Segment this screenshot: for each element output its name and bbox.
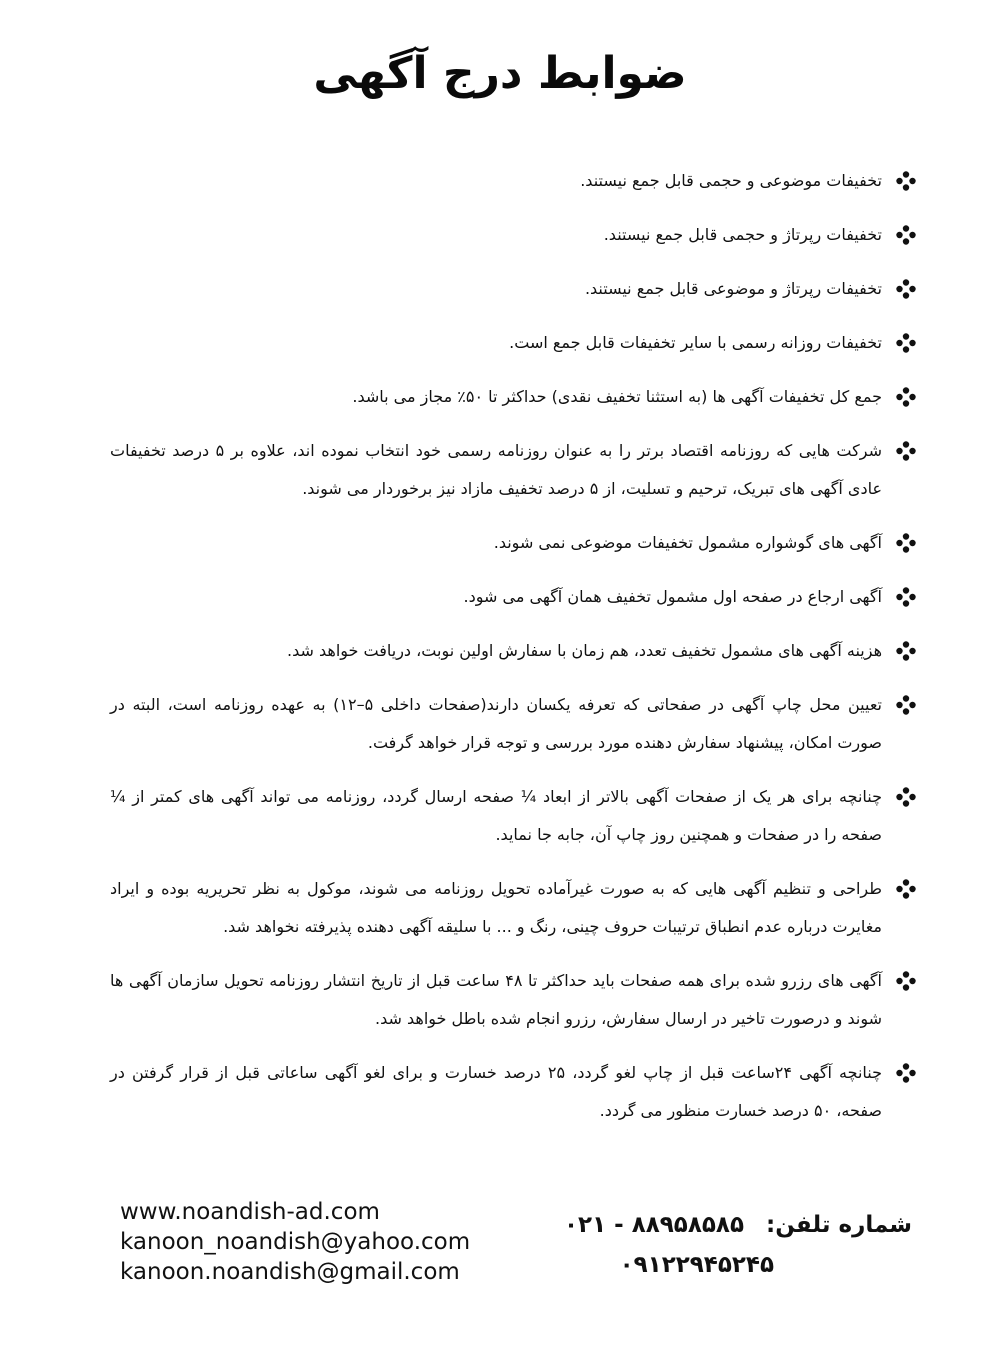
rule-item — [110, 216, 920, 270]
rule-text: آگهی های رزرو شده برای همه صفحات باید حداکثر تا ۴۸ ساعت قبل از تاریخ انتشار روزنامه تحویل سازمان آگهی ها شوند و درصورت تاخیر در ارسال سفارش، رزرو انجام شده باطل خواهد شد. — [110, 971, 882, 1028]
diamond-dots-bullet-icon — [896, 641, 916, 661]
rule-text: تخفیفات روزانه رسمی با سایر تخفیفات قابل جمع است. — [509, 333, 882, 352]
phone-label: شماره تلفن: — [766, 1212, 912, 1238]
contact-links — [120, 1197, 470, 1287]
rule-text: آگهی ارجاع در صفحه اول مشمول تخفیف همان آگهی می شود. — [463, 587, 882, 606]
rule-item — [110, 324, 920, 378]
phone-block — [552, 1205, 912, 1285]
diamond-dots-bullet-icon — [896, 387, 916, 407]
rule-item — [110, 632, 920, 686]
diamond-dots-bullet-icon — [896, 695, 916, 715]
diamond-dots-bullet-icon — [896, 225, 916, 245]
rule-item — [110, 686, 920, 778]
rule-text: آگهی های گوشواره مشمول تخفیفات موضوعی نمی شوند. — [493, 533, 882, 552]
diamond-dots-bullet-icon — [896, 1063, 916, 1083]
rule-item — [110, 578, 920, 632]
diamond-dots-bullet-icon — [896, 879, 916, 899]
diamond-dots-bullet-icon — [896, 171, 916, 191]
rule-text: چنانچه برای هر یک از صفحات آگهی بالاتر از ابعاد ¼ صفحه ارسال گردد، روزنامه می تواند آگهی های کمتر از ¼ صفحه را در صفحات و همچنین روز چاپ آن، جابه جا نماید. — [110, 787, 882, 844]
landline-phone-number[interactable]: ۰۲۱ - ۸۸۹۵۸۵۸۵ — [564, 1212, 744, 1238]
yahoo-email-link[interactable]: kanoon_noandish@yahoo.com — [120, 1229, 471, 1255]
diamond-dots-bullet-icon — [896, 279, 916, 299]
phone-row-1 — [552, 1205, 912, 1245]
rule-text: تعیین محل چاپ آگهی در صفحاتی که تعرفه یکسان دارند(صفحات داخلی ۵–۱۲) به عهده روزنامه است، البته در صورت امکان، پیشنهاد سفارش دهنده مورد بررسی و توجه قرار خواهد گرفت. — [110, 695, 882, 752]
rule-item — [110, 778, 920, 870]
rule-item — [110, 162, 920, 216]
rule-text: تخفیفات رپرتاژ و موضوعی قابل جمع نیستند. — [584, 279, 882, 298]
rule-text: شرکت هایی که روزنامه اقتصاد برتر را به عنوان روزنامه رسمی خود انتخاب نموده اند، علاوه بر ۵ درصد تخفیفات عادی آگهی های تبریک، ترحیم و تسلیت، از ۵ درصد تخفیف مازاد نیز برخوردار می شوند. — [110, 441, 882, 498]
rules-list — [110, 162, 920, 1146]
rule-text: چنانچه آگهی ۲۴ساعت قبل از چاپ لغو گردد، ۲۵ درصد خسارت و برای لغو آگهی ساعاتی قبل از قرار گرفتن در صفحه، ۵۰ درصد خسارت منظور می گردد. — [110, 1063, 882, 1120]
diamond-dots-bullet-icon — [896, 333, 916, 353]
rule-text: تخفیفات رپرتاژ و حجمی قابل جمع نیستند. — [603, 225, 882, 244]
phone-row-2 — [552, 1245, 912, 1285]
rule-item — [110, 432, 920, 524]
mobile-phone-number[interactable]: ۰۹۱۲۲۹۴۵۲۴۵ — [619, 1252, 774, 1278]
diamond-dots-bullet-icon — [896, 971, 916, 991]
diamond-dots-bullet-icon — [896, 533, 916, 553]
diamond-dots-bullet-icon — [896, 441, 916, 461]
rule-text: تخفیفات موضوعی و حجمی قابل جمع نیستند. — [580, 171, 882, 190]
rule-item — [110, 1054, 920, 1146]
gmail-email-link[interactable]: kanoon.noandish@gmail.com — [120, 1259, 460, 1285]
rule-text: جمع کل تخفیفات آگهی ها (به استثنا تخفیف نقدی) حداکثر تا ۵۰٪ مجاز می باشد. — [352, 387, 882, 406]
rule-item — [110, 378, 920, 432]
rule-text: طراحی و تنظیم آگهی هایی که به صورت غیرآماده تحویل روزنامه می شوند، موکول به نظر تحریریه بوده و ایراد مغایرت درباره عدم انطباق ترتیبات حروف چینی، رنگ و ... با سلیقه آگهی دهنده پذیرفته نخواهد شد. — [110, 879, 882, 936]
rule-item — [110, 962, 920, 1054]
page-title: ضوابط درج آگهی — [313, 48, 687, 99]
rule-item — [110, 270, 920, 324]
diamond-dots-bullet-icon — [896, 787, 916, 807]
diamond-dots-bullet-icon — [896, 587, 916, 607]
website-link[interactable]: www.noandish-ad.com — [120, 1199, 380, 1225]
rule-text: هزینه آگهی های مشمول تخفیف تعدد، هم زمان با سفارش اولین نوبت، دریافت خواهد شد. — [287, 641, 882, 660]
rule-item — [110, 524, 920, 578]
rule-item — [110, 870, 920, 962]
